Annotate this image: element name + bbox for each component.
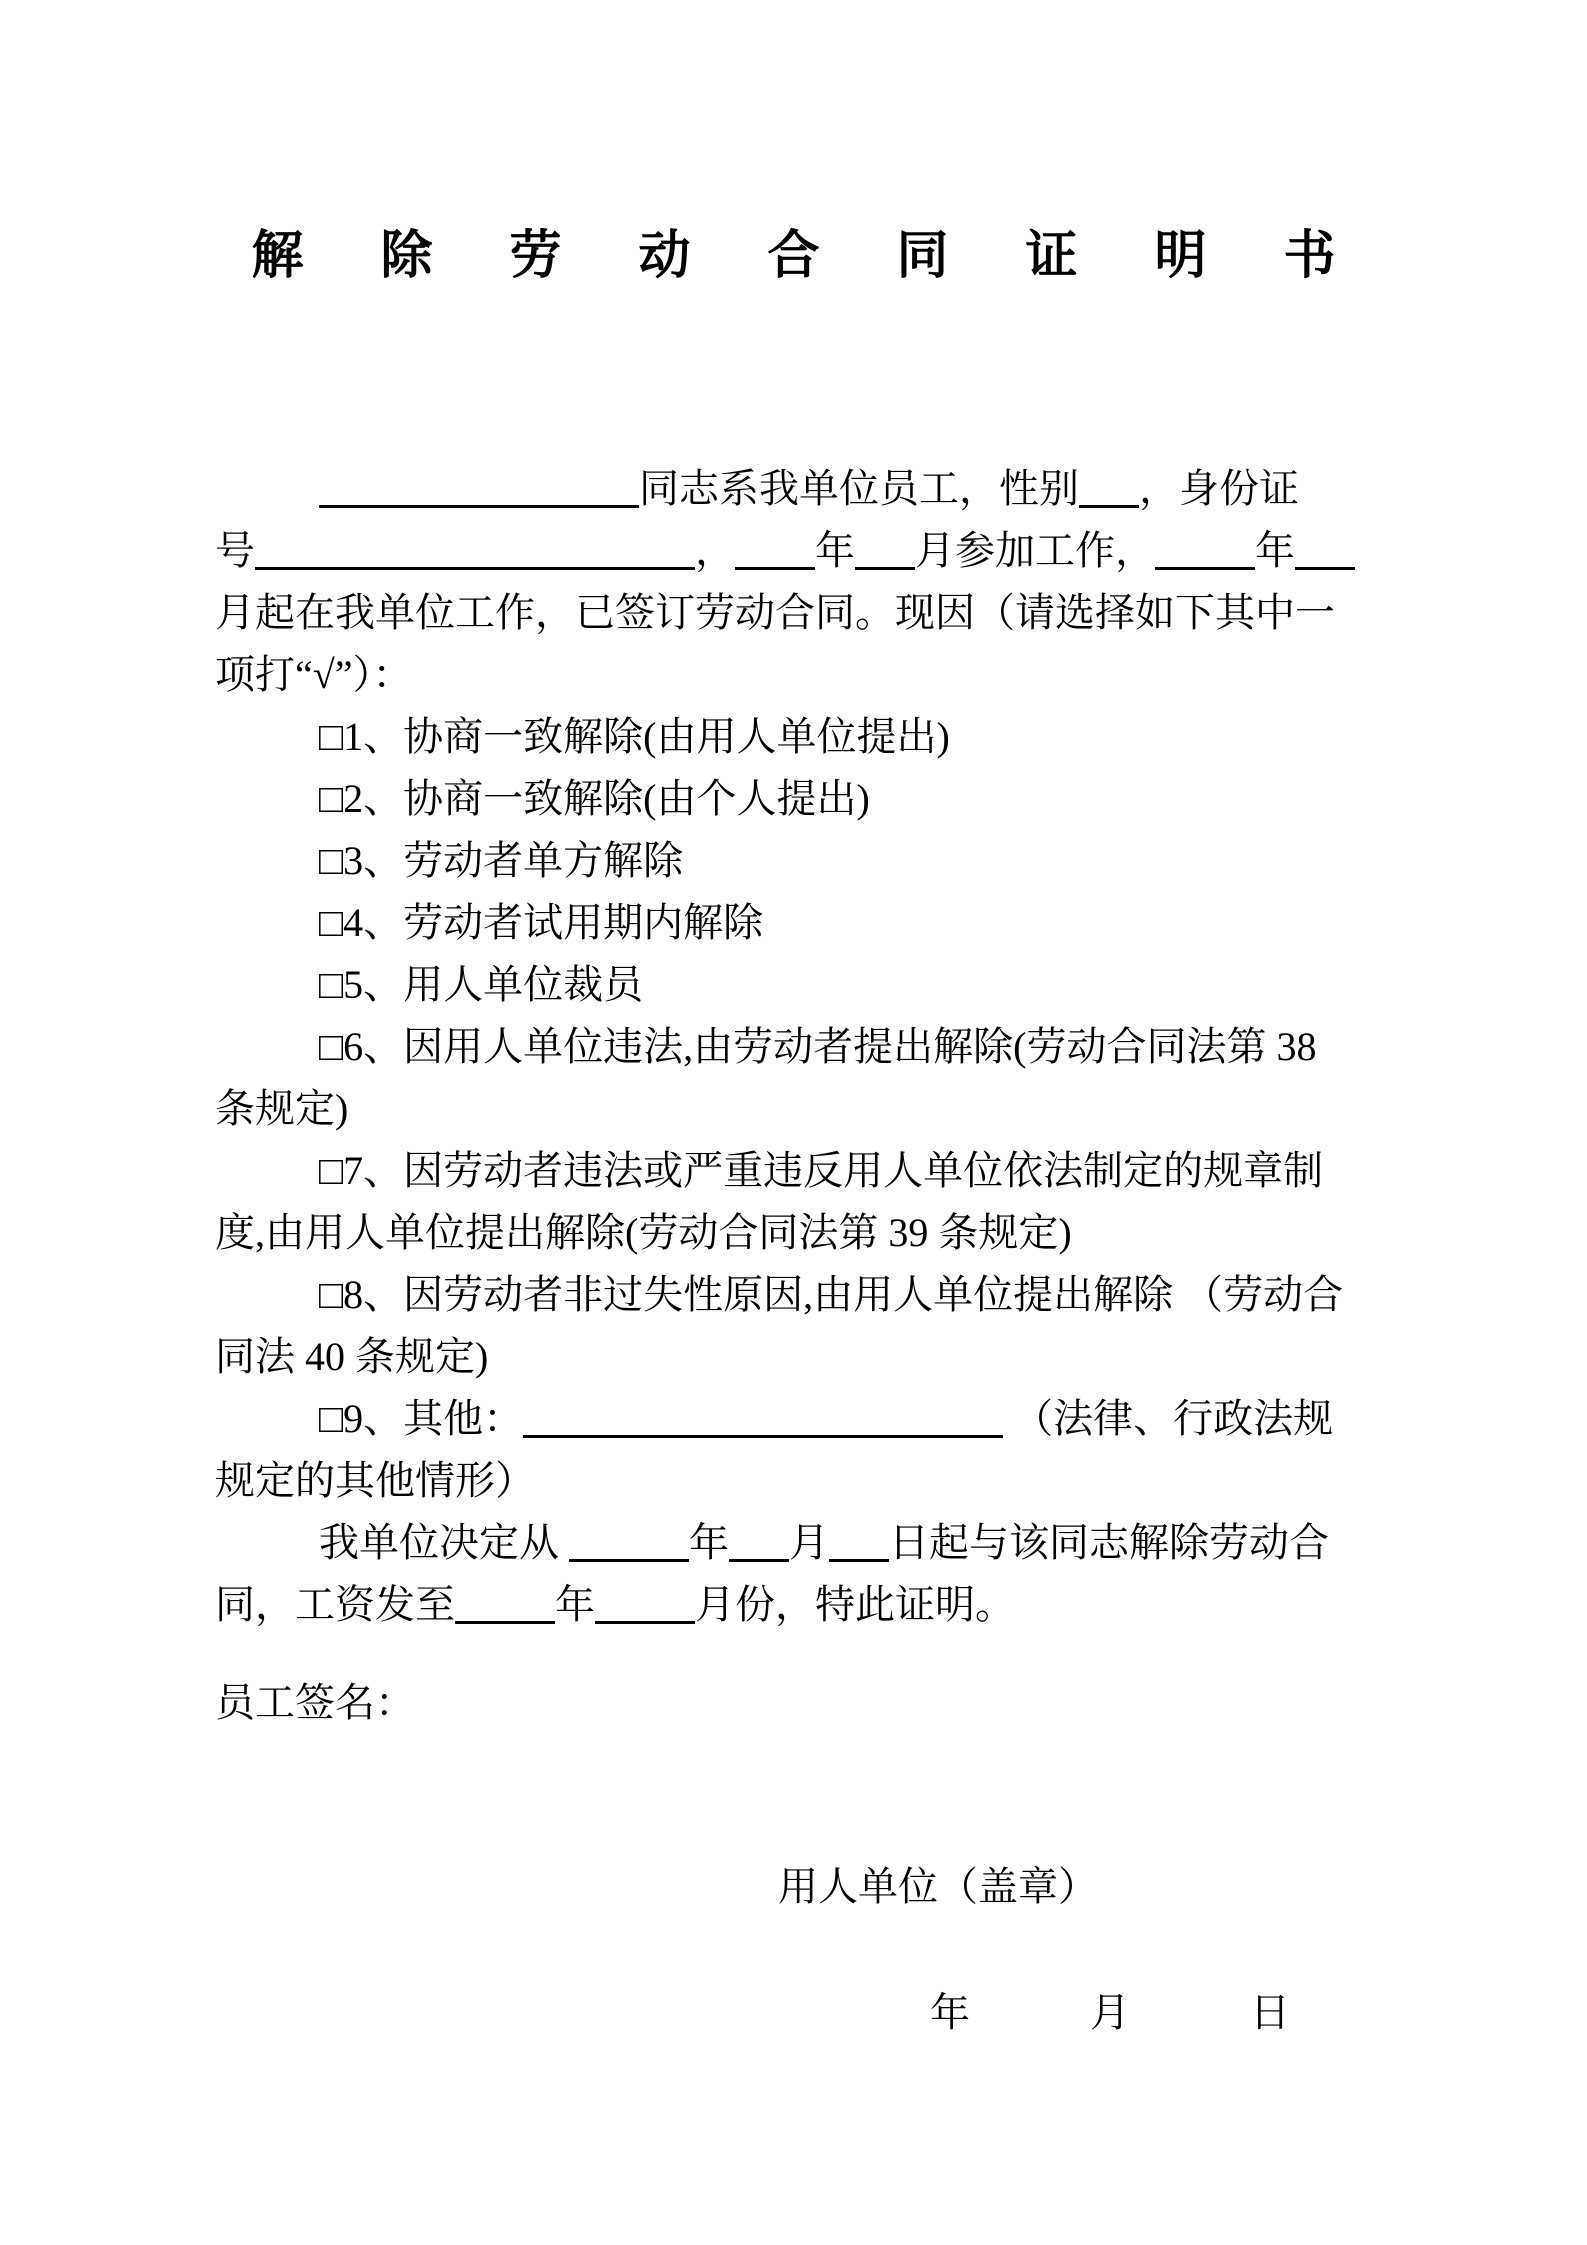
document-line: 项打“√”）： xyxy=(215,652,413,697)
document-line: 我单位决定从 年 月 日起与该同志解除劳动合 xyxy=(319,1520,1329,1565)
document-line: 度,由用人单位提出解除(劳动合同法第 39 条规定) xyxy=(215,1210,1072,1255)
fill-in-blank xyxy=(455,1621,555,1624)
document-line: 规定的其他情形） xyxy=(215,1458,535,1503)
fill-in-blank xyxy=(1295,567,1355,570)
document-title: 解 除 劳 动 合 同 证 明 书 xyxy=(251,228,1368,285)
fill-in-blank xyxy=(1155,567,1255,570)
document-line: 同志系我单位员工，性别 ，身份证 xyxy=(215,458,1395,520)
checkbox-option-line[interactable]: □6、因用人单位违法,由劳动者提出解除(劳动合同法第 38 xyxy=(319,1024,1317,1069)
fill-in-blank xyxy=(855,567,915,570)
fill-in-blank xyxy=(729,1559,789,1562)
date-line: 年 月 日 xyxy=(930,1990,1290,2035)
document-line: 条规定) xyxy=(215,1086,349,1131)
checkbox-option-line[interactable]: □5、用人单位裁员 xyxy=(319,962,644,1007)
document-line: 月起在我单位工作，已签订劳动合同。现因（请选择如下其中一 xyxy=(215,590,1335,635)
fill-in-blank xyxy=(735,567,815,570)
document-line: 号 ， 年 月参加工作， 年 xyxy=(215,520,1395,582)
checkbox-option-line[interactable]: □8、因劳动者非过失性原因,由用人单位提出解除 （劳动合 xyxy=(319,1272,1344,1317)
document-line: 同法 40 条规定) xyxy=(215,1334,489,1379)
checkbox-option-line[interactable]: □9、其他： （法律、行政法规 xyxy=(319,1396,1334,1441)
checkbox-option-line[interactable]: □7、因劳动者违法或严重违反用人单位依法制定的规章制 xyxy=(319,1148,1324,1193)
document-body xyxy=(215,458,1395,1636)
fill-in-blank xyxy=(255,567,695,570)
fill-in-blank xyxy=(1079,505,1139,508)
fill-in-blank xyxy=(595,1621,695,1624)
checkbox-option-line[interactable]: □3、劳动者单方解除 xyxy=(319,838,684,883)
fill-in-blank xyxy=(523,1435,1003,1438)
checkbox-option-line[interactable]: □1、协商一致解除(由用人单位提出) xyxy=(319,714,950,759)
checkbox-option-line[interactable]: □4、劳动者试用期内解除 xyxy=(319,900,764,945)
checkbox-option-line[interactable]: □2、协商一致解除(由个人提出) xyxy=(319,776,870,821)
document-line: 同，工资发至 年 月份，特此证明。 xyxy=(215,1582,1015,1627)
fill-in-blank xyxy=(569,1559,689,1562)
fill-in-blank xyxy=(829,1559,889,1562)
employer-seal-label: 用人单位（盖章） xyxy=(778,1864,1098,1909)
fill-in-blank xyxy=(319,505,639,508)
employee-signature-label: 员工签名： xyxy=(215,1680,415,1725)
